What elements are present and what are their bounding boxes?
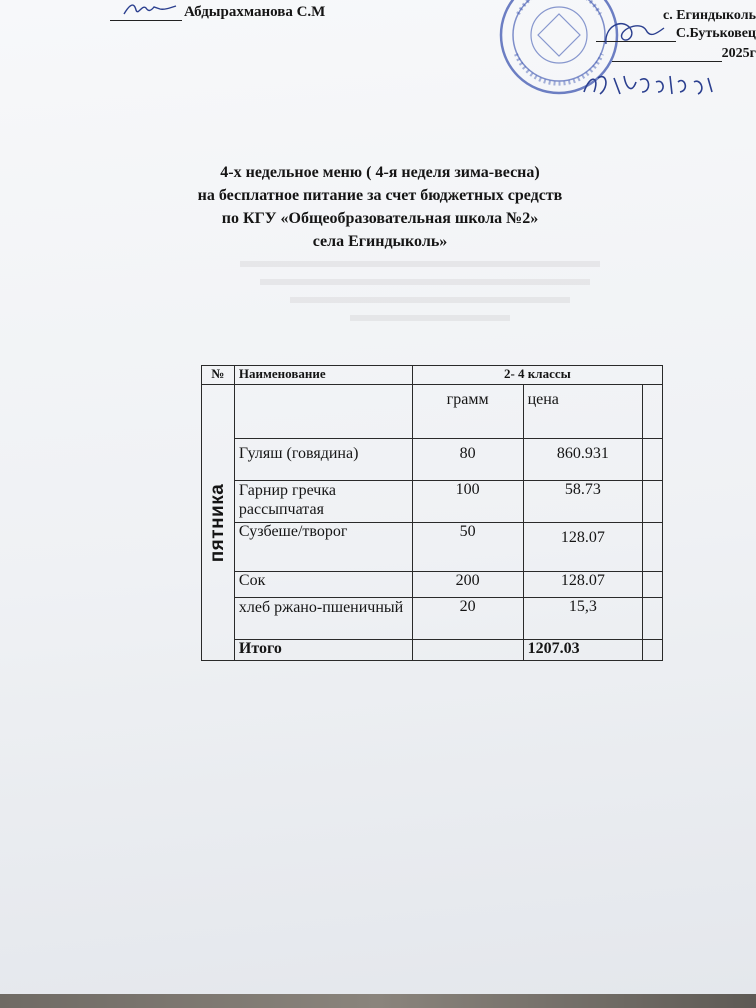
approver-left-name: Абдырахманова С.М [184,4,326,20]
row-extra [643,480,663,522]
title-line-3: по КГУ «Общеобразовательная школа №2» [221,210,539,227]
handwritten-date [580,64,720,104]
dish-price: 58.73 [523,480,643,522]
dish-gram: 200 [412,572,523,597]
dish-price: 15,3 [523,597,643,639]
dish-name: Сузбеше/творог [234,522,412,572]
row-extra [643,439,663,481]
approver-right-line1: с. Егиндыколь [662,8,756,23]
dish-name: Сок [234,572,412,597]
dish-gram: 50 [412,522,523,572]
dish-price: 860.931 [523,439,643,481]
dish-gram: 20 [412,597,523,639]
table-header-row [202,366,663,385]
header-grade-group: 2- 4 классы [412,366,662,385]
table-row [202,480,663,522]
subheader-extra [643,385,663,439]
total-extra [643,639,663,660]
subheader-gram: грамм [412,385,523,439]
bleed-through-text [230,255,630,335]
approver-right-name: С.Бутьковец [675,26,756,41]
title-line-2: на бесплатное питание за счет бюджетных средств [197,187,563,204]
approver-left [110,4,325,21]
table-row [202,439,663,481]
row-extra [643,572,663,597]
total-row [202,639,663,660]
row-extra [643,597,663,639]
table-row [202,597,663,639]
subheader-empty [234,385,412,439]
title-line-4: села Егиндыколь» [312,233,448,250]
dish-gram: 80 [412,439,523,481]
document-title [160,161,600,253]
weekday-label: пятника [206,483,228,562]
dish-name: хлеб ржано-пшеничный [234,597,412,639]
signature-right [600,14,670,54]
title-line-1: 4-х недельное меню ( 4-я неделя зима-весна) [220,164,540,181]
dish-name: Гуляш (говядина) [234,439,412,481]
approval-year: 2025г [721,46,756,61]
table-row [202,572,663,597]
weekday-cell [202,385,235,661]
table-surface [0,994,756,1008]
dish-name: Гарнир гречка рассыпчатая [234,480,412,522]
table-subheader-row [202,385,663,439]
menu-table [201,365,663,661]
total-label: Итого [234,639,412,660]
dish-gram: 100 [412,480,523,522]
signature-line [110,6,182,21]
total-gram-empty [412,639,523,660]
header-name: Наименование [234,366,412,385]
total-value: 1207.03 [523,639,643,660]
subheader-price: цена [523,385,643,439]
table-row [202,522,663,572]
header-number: № [202,366,235,385]
dish-price: 128.07 [523,572,643,597]
dish-price: 128.07 [523,522,643,572]
row-extra [643,522,663,572]
